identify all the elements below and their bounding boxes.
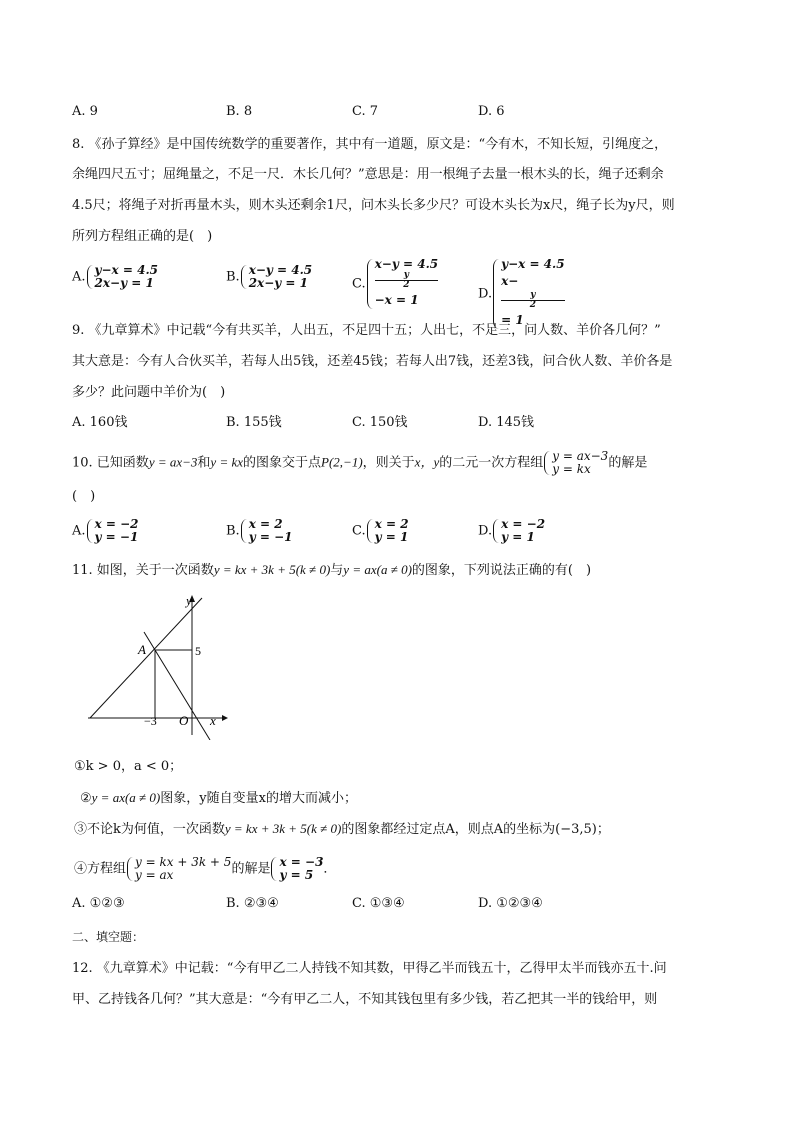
q8-text-line-3: 4.5尺；将绳子对折再量木头，则木头还剩余1尺，问木头长多少尺？可设木头长为x尺，绳子长为y尺，则 <box>72 198 675 213</box>
q8-option-c: C. x−y = 4.5 y 2 −x = 1 <box>352 258 438 310</box>
q9-option-b: B. 155钱 <box>226 415 282 430</box>
q11-statement-4: ④方程组 y = kx + 3k + 5 y = ax 的解是 x = −3 y = 5 ． <box>74 855 337 882</box>
q10-option-c: C. x = 2 y = 1 <box>352 517 409 544</box>
q8-option-d: D. y−x = 4.5 x− y 2 = 1 <box>478 258 565 330</box>
q8-text-line-1: 8. 《孙子算经》是中国传统数学的重要著作，其中有一道题，原文是：“今有木，不知长短，引绳度之， <box>72 137 668 152</box>
q7-option-a: A. 9 <box>72 104 98 119</box>
q9-text-line-1: 9. 《九章算术》中记载“今有共买羊，人出五，不足四十五；人出七，不足三，问人数、羊价各几何？” <box>72 323 661 338</box>
graph-y-tick-5: 5 <box>195 644 201 658</box>
q12-text-line-1: 12. 《九章算术》中记载：“今有甲乙二人持钱不知其数，甲得乙半而钱五十，乙得甲太半而钱亦五十.问 <box>72 961 667 976</box>
q12-text-line-2: 甲、乙持钱各几何？”其大意是：“今有甲乙二人，不知其钱包里有多少钱，若乙把其一半的钱给甲，则 <box>72 992 658 1007</box>
q8-text-line-4: 所列方程组正确的是( ) <box>72 229 213 244</box>
q8-option-b: B. x−y = 4.5 2x−y = 1 <box>226 263 313 290</box>
q9-option-c: C. 150钱 <box>352 415 408 430</box>
q10-option-d: D. x = −2 y = 1 <box>478 517 546 544</box>
q9-option-d: D. 145钱 <box>478 415 535 430</box>
section-heading-fill-in: 二、填空题： <box>72 930 145 944</box>
q11-option-b: B. ②③④ <box>226 896 279 911</box>
q11-statement-3: ③不论k为何值，一次函数y = kx + 3k + 5(k ≠ 0)的图象都经过定点A，则点A的坐标为(−3,5)； <box>74 821 610 837</box>
q11-statement-2: ②y = ax(a ≠ 0)图象，y随自变量x的增大而减小； <box>80 790 357 806</box>
q7-option-b: B. 8 <box>226 104 253 119</box>
q10-text-line-2: ( ) <box>72 489 96 504</box>
x-axis-arrow-icon <box>222 715 228 721</box>
q10-text-line-1: 10. 已知函数y = ax−3和y = kx的图象交于点P(2,−1)，则关于x，y的二元一次方程组 y = ax−3 y = kx 的解是 <box>72 449 648 476</box>
q11-option-c: C. ①③④ <box>352 896 405 911</box>
graph-origin-label: O <box>179 713 189 728</box>
q11-option-d: D. ①②③④ <box>478 896 543 911</box>
q7-option-c: C. 7 <box>352 104 379 119</box>
graph-y-label: y <box>186 593 192 608</box>
q10-option-b: B. x = 2 y = −1 <box>226 517 293 544</box>
q9-text-line-3: 多少？此问题中羊价为( ) <box>72 385 226 400</box>
q7-option-d: D. 6 <box>478 104 505 119</box>
q9-option-a: A. 160钱 <box>72 415 128 430</box>
q8-text-line-2: 余绳四尺五寸；屈绳量之，不足一尺．木长几何？”意思是：用一根绳子去量一根木头的长，绳子还剩余 <box>72 167 664 182</box>
graph-x-tick-neg3: −3 <box>144 714 157 728</box>
q9-text-line-2: 其大意是：今有人合伙买羊，若每人出5钱，还差45钱；若每人出7钱，还差3钱，问合伙人数、羊价各是 <box>72 354 673 369</box>
q8-option-a: A. y−x = 4.5 2x−y = 1 <box>72 263 158 290</box>
q10-option-a: A. x = −2 y = −1 <box>72 517 139 544</box>
q11-option-a: A. ①②③ <box>72 896 125 911</box>
q11-statement-1: ①k > 0，a < 0； <box>74 759 183 774</box>
graph-x-label: x <box>210 713 216 728</box>
q11-graph <box>84 590 234 740</box>
q11-text-line-1: 11. 如图，关于一次函数y = kx + 3k + 5(k ≠ 0)与y = ax(a ≠ 0)的图象，下列说法正确的有( ) <box>72 562 592 578</box>
graph-point-a-label: A <box>138 642 146 657</box>
